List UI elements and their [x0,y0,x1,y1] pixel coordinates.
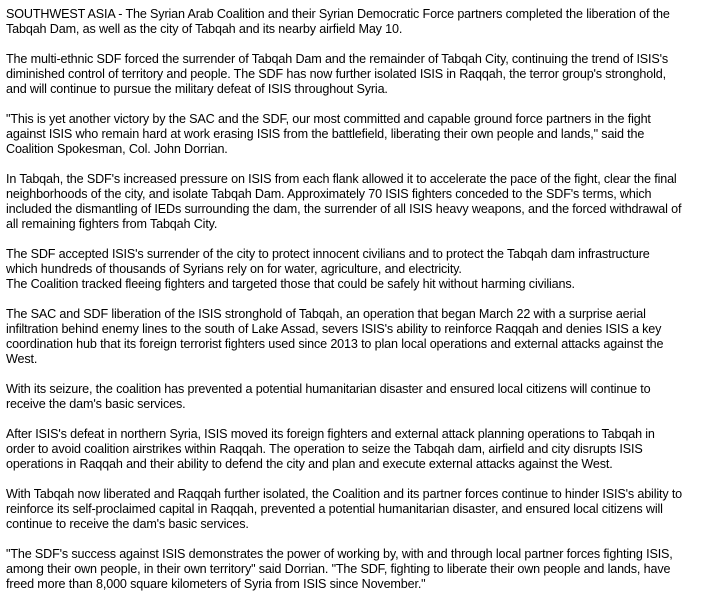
text-line: order to avoid coalition airstrikes within Raqqah. The operation to seize the Tabqah dam, airfield and city disrupts ISIS [6,442,643,456]
text-line: "The SDF's success against ISIS demonstrates the power of working by, with and through local partner forces fighting ISIS, [6,547,673,561]
paragraph [6,52,711,97]
text-line: West. [6,352,38,366]
text-line: After ISIS's defeat in northern Syria, ISIS moved its foreign fighters and external attack planning operations to Tabqah in [6,427,655,441]
text-line: reinforce its self-proclaimed capital in Raqqah, prevented a potential humanitarian disaster, and ensured local citizens will [6,502,663,516]
paragraph [6,172,711,232]
text-line: which hundreds of thousands of Syrians rely on for water, agriculture, and electricity. [6,262,462,276]
paragraph [6,247,711,292]
text-line: operations in Raqqah and their ability to defend the city and plan and execute external attacks against the West. [6,457,613,471]
text-line: included the dismantling of IEDs surrounding the dam, the surrender of all ISIS heavy weapons, and the forced withdrawal of [6,202,682,216]
text-line: The SDF accepted ISIS's surrender of the city to protect innocent civilians and to protect the Tabqah dam infrastructure [6,247,650,261]
text-line: The SAC and SDF liberation of the ISIS stronghold of Tabqah, an operation that began March 22 with a surprise aerial [6,307,646,321]
text-line: "This is yet another victory by the SAC and the SDF, our most committed and capable ground force partners in the fight [6,112,651,126]
text-line: Coalition Spokesman, Col. John Dorrian. [6,142,228,156]
text-line: against ISIS who remain hard at work erasing ISIS from the battlefield, liberating their own people and lands," said the [6,127,645,141]
paragraph-quote [6,112,711,157]
text-line: With its seizure, the coalition has prevented a potential humanitarian disaster and ensured local citizens will continue to [6,382,651,396]
text-line: In Tabqah, the SDF's increased pressure on ISIS from each flank allowed it to accelerate the pace of the fight, clear the final [6,172,677,186]
text-line: infiltration behind enemy lines to the south of Lake Assad, severs ISIS's ability to reinforce Raqqah and denies ISIS a key [6,322,662,336]
text-line: SOUTHWEST ASIA - The Syrian Arab Coalition and their Syrian Democratic Force partners completed the liberation of the [6,7,670,21]
paragraph-closing-quote [6,547,711,592]
text-line: Tabqah Dam, as well as the city of Tabqah and its nearby airfield May 10. [6,22,403,36]
text-line: coordination hub that its foreign terrorist fighters used since 2013 to plan local operations and external attacks against the [6,337,664,351]
paragraph [6,382,711,412]
text-line: all remaining fighters from Tabqah City. [6,217,218,231]
paragraph [6,487,711,532]
text-line: and will continue to pursue the military defeat of ISIS throughout Syria. [6,82,388,96]
text-line: With Tabqah now liberated and Raqqah further isolated, the Coalition and its partner forces continue to hinder ISIS's ability to [6,487,683,501]
paragraph [6,307,711,367]
text-line: The multi-ethnic SDF forced the surrender of Tabqah Dam and the remainder of Tabqah City, continuing the trend of ISIS's [6,52,669,66]
text-line: among their own people, in their own territory" said Dorrian. "The SDF, fighting to liberate their own people and lands, have [6,562,671,576]
text-line: neighborhoods of the city, and isolate Tabqah Dam. Approximately 70 ISIS fighters conceded to the SDF's terms, which [6,187,652,201]
paragraph [6,427,711,472]
paragraph-dateline [6,7,711,37]
text-line: continue to receive the dam's basic services. [6,517,249,531]
text-line: diminished control of territory and people. The SDF has now further isolated ISIS in Raqqah, the terror group's stronghold, [6,67,666,81]
text-line: freed more than 8,000 square kilometers of Syria from ISIS since November." [6,577,426,591]
text-line: The Coalition tracked fleeing fighters and targeted those that could be safely hit without harming civilians. [6,277,575,291]
text-line: receive the dam's basic services. [6,397,186,411]
